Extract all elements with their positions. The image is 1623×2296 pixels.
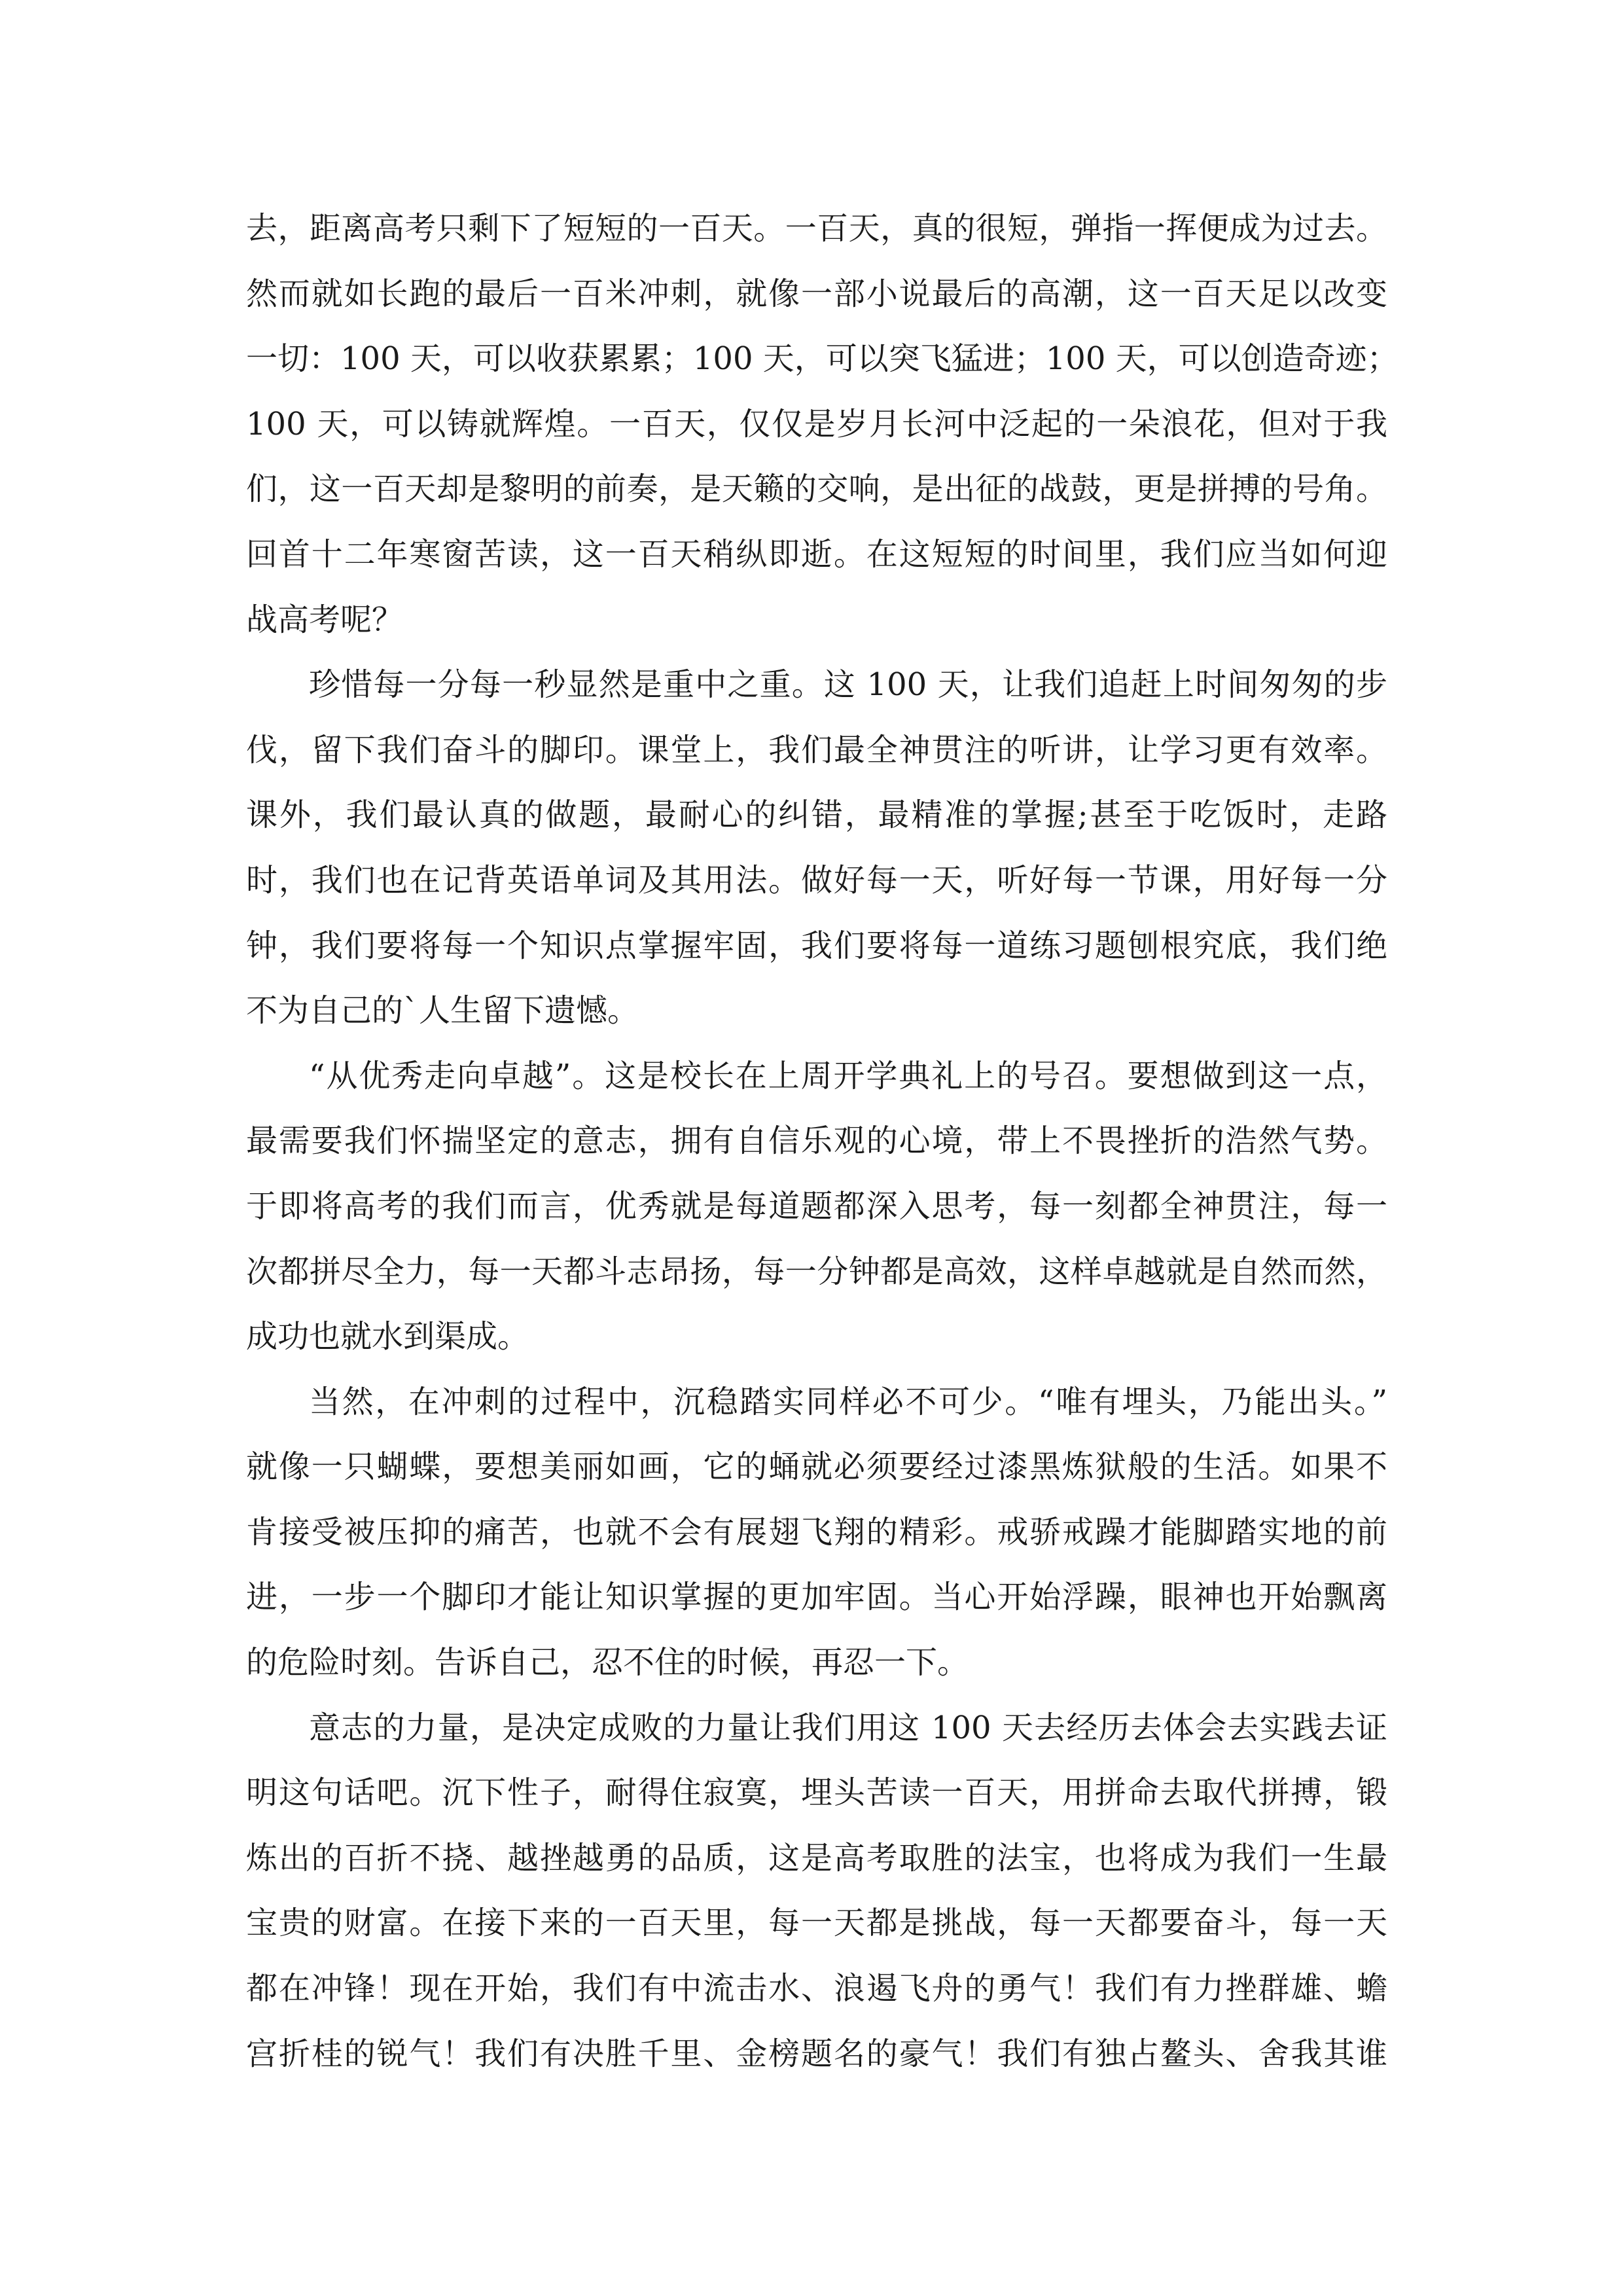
text-line: 成功也就水到渠成。 (246, 1318, 529, 1355)
paragraph (246, 1370, 1387, 1696)
text-line: 宫折桂的锐气！我们有决胜千里、金榜题名的豪气！我们有独占鳌头、舍我其谁 (246, 2035, 1387, 2072)
text-line: 宝贵的财富。在接下来的一百天里，每一天都是挑战，每一天都要奋斗，每一天 (246, 1905, 1387, 1942)
text-line: 一切：100 天，可以收获累累；100 天，可以突飞猛进；100 天，可以创造奇迹； (246, 340, 1399, 378)
text-line: 去，距离高考只剩下了短短的一百天。一百天，真的很短，弹指一挥便成为过去。 (246, 210, 1387, 247)
text-line: 就像一只蝴蝶，要想美丽如画，它的蛹就必须要经过漆黑炼狱般的生活。如果不 (246, 1448, 1387, 1486)
paragraph (246, 1696, 1387, 2087)
text-line: 最需要我们怀揣坚定的意志，拥有自信乐观的心境，带上不畏挫折的浩然气势。 (246, 1122, 1387, 1160)
text-line: 战高考呢？ (246, 601, 404, 638)
text-line: 都在冲锋！现在开始，我们有中流击水、浪遏飞舟的勇气！我们有力挫群雄、蟾 (246, 1970, 1387, 2007)
text-line: 100 天，可以铸就辉煌。一百天，仅仅是岁月长河中泛起的一朵浪花，但对于我 (246, 405, 1387, 442)
text-line: 珍惜每一分每一秒显然是重中之重。这 100 天，让我们追赶上时间匆匆的步 (309, 666, 1387, 704)
text-line: 明这句话吧。沉下性子，耐得住寂寞，埋头苦读一百天，用拼命去取代拼搏，锻 (246, 1774, 1387, 1812)
text-line: 的危险时刻。告诉自己，忍不住的时候，再忍一下。 (246, 1644, 969, 1681)
paragraph (246, 653, 1387, 1044)
text-line: 炼出的百折不挠、越挫越勇的品质，这是高考取胜的法宝，也将成为我们一生最 (246, 1839, 1387, 1876)
text-line: 当然，在冲刺的过程中，沉稳踏实同样必不可少。“唯有埋头，乃能出头。” (309, 1383, 1387, 1420)
text-line: 然而就如长跑的最后一百米冲刺，就像一部小说最后的高潮，这一百天足以改变 (246, 275, 1387, 312)
text-line: 次都拼尽全力，每一天都斗志昂扬，每一分钟都是高效，这样卓越就是自然而然， (246, 1253, 1387, 1290)
paragraph (246, 196, 1399, 653)
text-line: 不为自己的`人生留下遗憾。 (246, 992, 639, 1030)
text-line: 时，我们也在记背英语单词及其用法。做好每一天，听好每一节课，用好每一分 (246, 861, 1387, 899)
paragraph (246, 1044, 1387, 1370)
text-line: 课外，我们最认真的做题，最耐心的纠错，最精准的掌握;甚至于吃饭时，走路 (246, 797, 1387, 834)
text-line: 进，一步一个脚印才能让知识掌握的更加牢固。当心开始浮躁，眼神也开始飘离 (246, 1579, 1387, 1616)
body-text (246, 196, 1399, 2087)
text-line: 肯接受被压抑的痛苦，也就不会有展翅飞翔的精彩。戒骄戒躁才能脚踏实地的前 (246, 1513, 1387, 1551)
text-line: 钟，我们要将每一个知识点掌握牢固，我们要将每一道练习题刨根究底，我们绝 (246, 927, 1387, 964)
text-line: “从优秀走向卓越”。这是校长在上周开学典礼上的号召。要想做到这一点， (309, 1057, 1387, 1094)
text-line: 们，这一百天却是黎明的前奏，是天籁的交响，是出征的战鼓，更是拼搏的号角。 (246, 471, 1387, 508)
text-line: 回首十二年寒窗苦读，这一百天稍纵即逝。在这短短的时间里，我们应当如何迎 (246, 535, 1387, 573)
text-line: 意志的力量，是决定成败的力量让我们用这 100 天去经历去体会去实践去证 (309, 1709, 1387, 1746)
text-line: 伐，留下我们奋斗的脚印。课堂上，我们最全神贯注的听讲，让学习更有效率。 (246, 731, 1387, 768)
text-line: 于即将高考的我们而言，优秀就是每道题都深入思考，每一刻都全神贯注，每一 (246, 1187, 1387, 1225)
